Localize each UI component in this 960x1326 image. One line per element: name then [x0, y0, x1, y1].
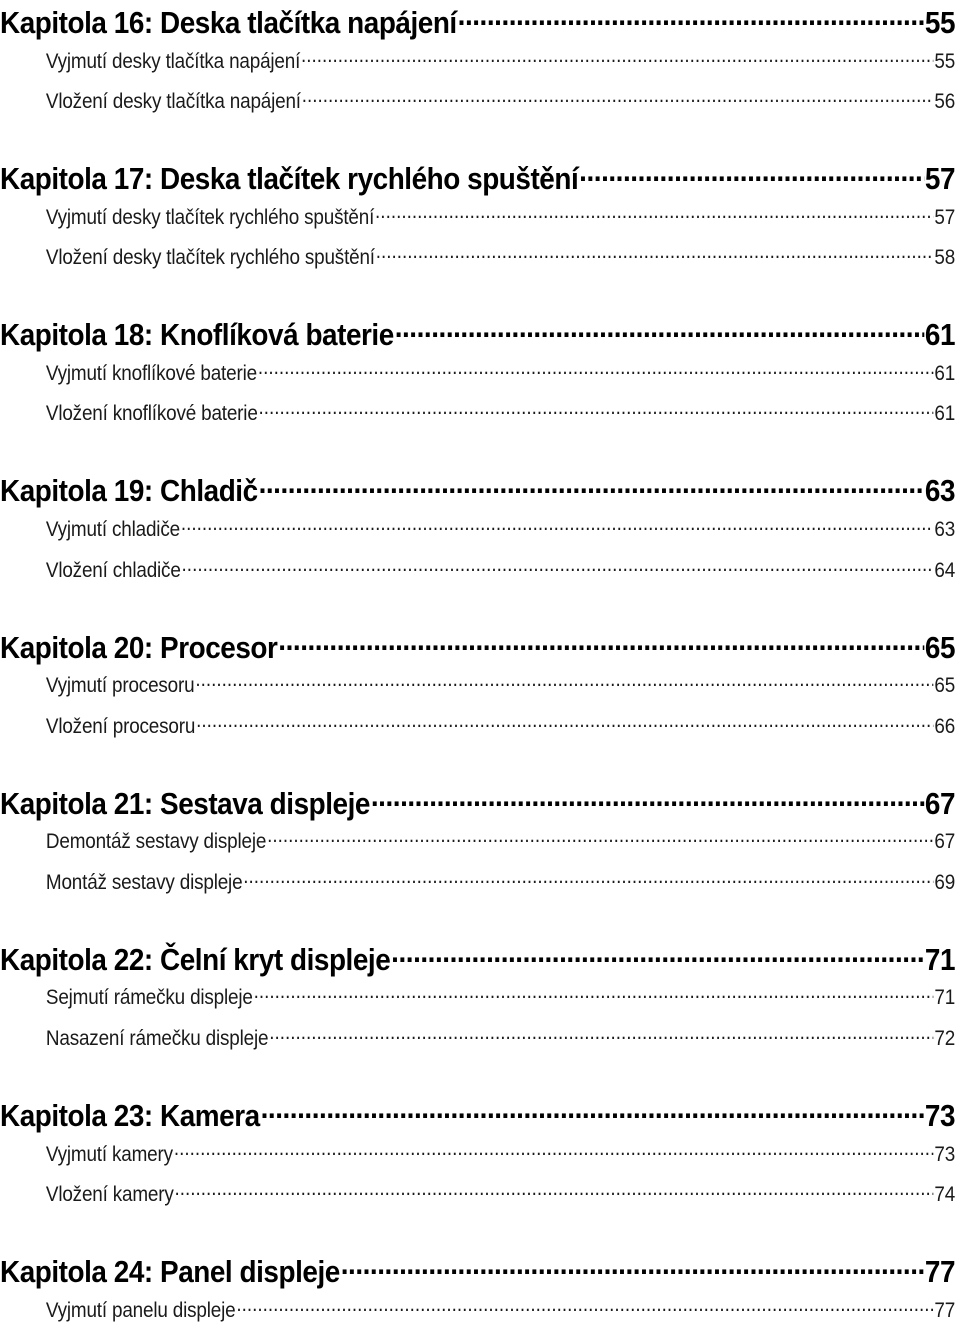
dot-leader	[259, 470, 924, 501]
toc-section[interactable]	[0, 1180, 955, 1207]
toc-label: Vložení desky tlačítek rychlého spuštění	[45, 246, 375, 269]
toc-page-number: 64	[934, 559, 956, 582]
toc-page-number: 61	[934, 362, 956, 385]
toc-page-number: 58	[934, 246, 956, 269]
toc-chapter[interactable]	[0, 1251, 955, 1290]
toc-label: Kapitola 20: Procesor	[0, 630, 278, 665]
toc-label: Vložení kamery	[45, 1183, 174, 1206]
toc-label: Vyjmutí panelu displeje	[45, 1299, 236, 1322]
dot-leader	[375, 203, 933, 224]
toc-page-number: 63	[934, 518, 956, 541]
toc-label: Vložení chladiče	[45, 559, 181, 582]
dot-leader	[243, 868, 933, 889]
dot-leader	[259, 399, 934, 420]
toc-label: Nasazení rámečku displeje	[45, 1027, 269, 1050]
toc-section[interactable]	[0, 983, 955, 1010]
toc-label: Vyjmutí kamery	[45, 1143, 173, 1166]
toc-section[interactable]	[0, 87, 955, 114]
toc-chapter[interactable]	[0, 2, 955, 41]
toc-section[interactable]	[0, 515, 955, 542]
toc-section[interactable]	[0, 203, 955, 230]
toc-chapter[interactable]	[0, 158, 955, 197]
dot-leader	[395, 314, 924, 345]
toc-section[interactable]	[0, 359, 955, 386]
toc-page-number: 55	[924, 5, 956, 40]
dot-leader	[182, 556, 934, 577]
toc-page-number: 71	[924, 942, 956, 977]
toc-label: Vyjmutí desky tlačítka napájení	[45, 50, 301, 73]
toc-section[interactable]	[0, 556, 955, 583]
toc-label: Kapitola 16: Deska tlačítka napájení	[0, 5, 457, 40]
toc-label: Kapitola 19: Chladič	[0, 473, 258, 508]
toc-chapter[interactable]	[0, 939, 955, 978]
toc-label: Vložení knoflíkové baterie	[45, 402, 258, 425]
toc-page-number: 67	[924, 786, 956, 821]
toc-page-number: 71	[934, 986, 956, 1009]
dot-leader	[269, 1024, 933, 1045]
toc-page-number: 61	[934, 402, 956, 425]
toc-chapter[interactable]	[0, 470, 955, 509]
toc-label: Vyjmutí chladiče	[45, 518, 180, 541]
toc-label: Kapitola 18: Knoflíková baterie	[0, 317, 394, 352]
toc-page-number: 56	[934, 90, 956, 113]
toc-page-number: 77	[934, 1299, 956, 1322]
toc-page-number: 73	[924, 1098, 956, 1133]
toc-section[interactable]	[0, 671, 955, 698]
dot-leader	[254, 983, 934, 1004]
dot-leader	[458, 2, 924, 33]
toc-label: Kapitola 21: Sestava displeje	[0, 786, 370, 821]
dot-leader	[371, 783, 924, 814]
toc-page-number: 74	[934, 1183, 956, 1206]
toc-label: Vložení procesoru	[45, 715, 196, 738]
toc-page-number: 72	[934, 1027, 956, 1050]
toc-label: Vyjmutí desky tlačítek rychlého spuštění	[45, 206, 375, 229]
dot-leader	[195, 671, 933, 692]
dot-leader	[258, 359, 934, 380]
toc-page-number: 63	[924, 473, 956, 508]
toc-label: Kapitola 22: Čelní kryt displeje	[0, 942, 391, 977]
toc-section[interactable]	[0, 712, 955, 739]
dot-leader	[278, 627, 924, 658]
dot-leader	[196, 712, 933, 733]
toc-page-number: 61	[924, 317, 956, 352]
toc-section[interactable]	[0, 868, 955, 895]
toc-section[interactable]	[0, 399, 955, 426]
dot-leader	[376, 243, 934, 264]
toc-page-number: 69	[934, 871, 956, 894]
toc-label: Vyjmutí procesoru	[45, 674, 195, 697]
toc-label: Vložení desky tlačítka napájení	[45, 90, 301, 113]
dot-leader	[579, 158, 924, 189]
toc-chapter[interactable]	[0, 783, 955, 822]
toc-page-number: 65	[934, 674, 956, 697]
toc-page-number: 55	[934, 50, 956, 73]
dot-leader	[175, 1180, 934, 1201]
toc-label: Kapitola 24: Panel displeje	[0, 1254, 340, 1289]
dot-leader	[174, 1140, 934, 1161]
toc-label: Montáž sestavy displeje	[45, 871, 243, 894]
dot-leader	[261, 1095, 924, 1126]
toc-page-number: 66	[934, 715, 956, 738]
toc-section[interactable]	[0, 1140, 955, 1167]
toc-page-number: 57	[924, 161, 956, 196]
dot-leader	[341, 1251, 924, 1282]
toc-page-number: 67	[934, 830, 956, 853]
toc-chapter[interactable]	[0, 627, 955, 666]
toc-page-number: 73	[934, 1143, 956, 1166]
dot-leader	[391, 939, 924, 970]
toc-page-number: 65	[924, 630, 956, 665]
dot-leader	[236, 1296, 933, 1317]
toc-chapter[interactable]	[0, 1095, 955, 1134]
toc-section[interactable]	[0, 1296, 955, 1323]
toc-section[interactable]	[0, 827, 955, 854]
toc-label: Vyjmutí knoflíkové baterie	[45, 362, 257, 385]
dot-leader	[267, 827, 933, 848]
toc-chapter[interactable]	[0, 314, 955, 353]
toc-section[interactable]	[0, 243, 955, 270]
toc-label: Sejmutí rámečku displeje	[45, 986, 253, 1009]
toc-page-number: 57	[934, 206, 956, 229]
toc-label: Kapitola 17: Deska tlačítek rychlého spuštění	[0, 161, 579, 196]
toc-label: Demontáž sestavy displeje	[45, 830, 267, 853]
dot-leader	[181, 515, 934, 536]
dot-leader	[302, 87, 934, 108]
toc-section[interactable]	[0, 1024, 955, 1051]
dot-leader	[301, 47, 933, 68]
toc-section[interactable]	[0, 47, 955, 74]
toc-page-number: 77	[924, 1254, 956, 1289]
toc-label: Kapitola 23: Kamera	[0, 1098, 260, 1133]
